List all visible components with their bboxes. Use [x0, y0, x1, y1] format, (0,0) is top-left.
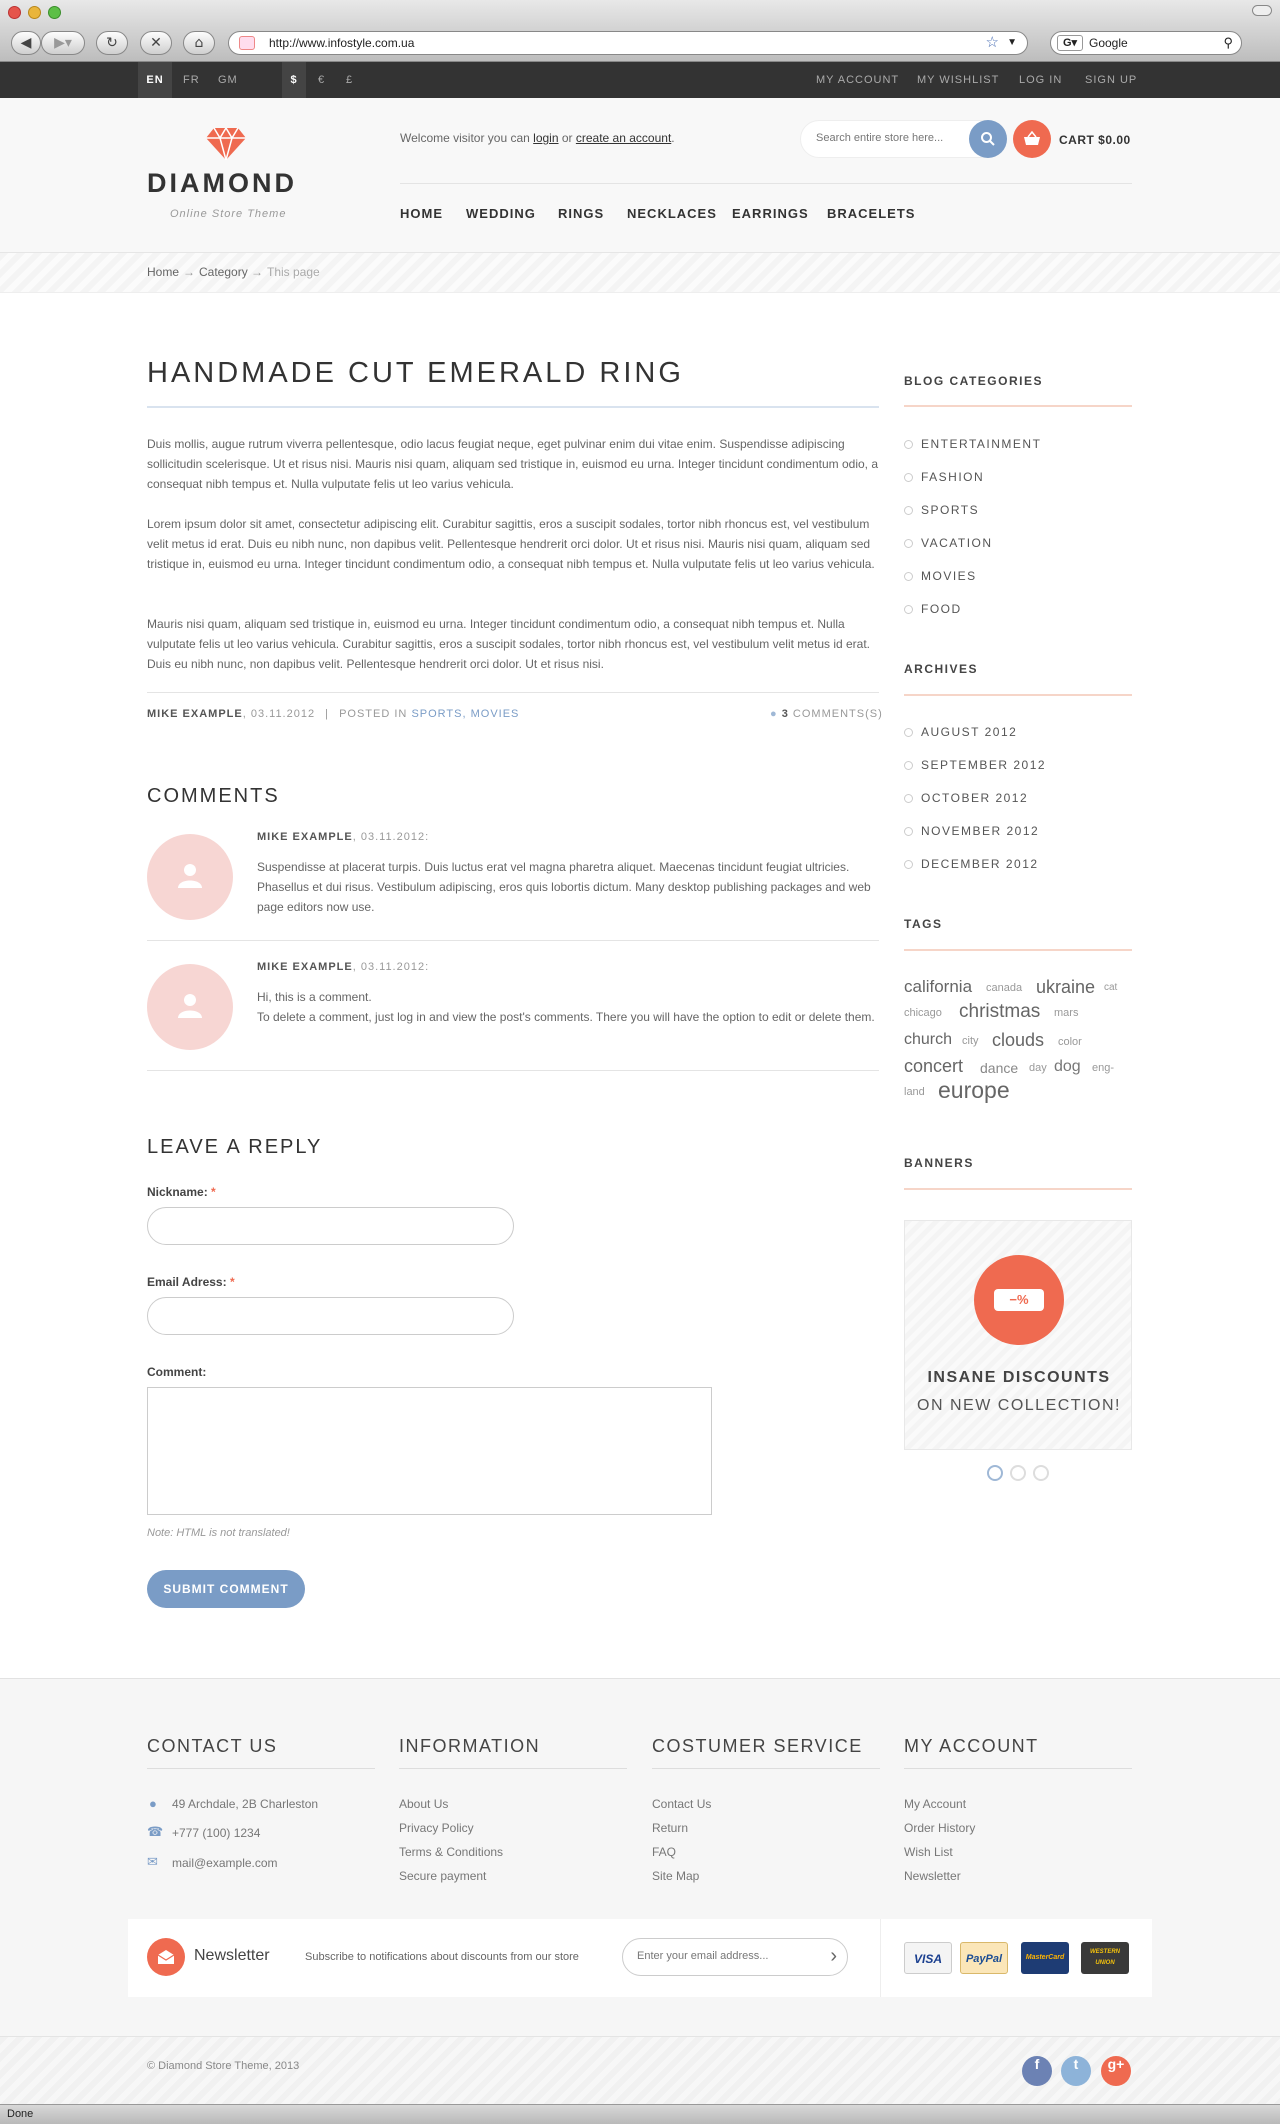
- category-fashion[interactable]: FASHION: [904, 470, 984, 484]
- map-pin-icon: ●: [149, 1796, 157, 1811]
- tag-link[interactable]: eng-: [1092, 1062, 1115, 1074]
- crumb-category[interactable]: Category: [199, 265, 248, 279]
- comments-title: COMMENTS: [147, 785, 280, 807]
- tag-link[interactable]: city: [962, 1035, 979, 1047]
- newsletter-placeholder: Enter your email address...: [637, 1950, 769, 1962]
- speech-bubble-icon: ●: [770, 708, 778, 720]
- mail-icon: ✉: [147, 1854, 158, 1869]
- footer-link[interactable]: Secure payment: [399, 1869, 487, 1883]
- tag-link[interactable]: color: [1058, 1036, 1082, 1048]
- post-meta-divider: [147, 692, 879, 693]
- comment-divider: [147, 940, 879, 941]
- carousel-dot[interactable]: [1033, 1465, 1049, 1481]
- comments-count-label: COMMENTS(S): [792, 708, 883, 720]
- tag-link[interactable]: christmas: [959, 1001, 1041, 1022]
- post-date: , 03.11.2012: [242, 708, 316, 720]
- sidebar-divider: [904, 1188, 1132, 1190]
- cart-button[interactable]: [1013, 120, 1051, 158]
- crumb-arrow-icon: →: [183, 265, 195, 279]
- posted-in-label: POSTED IN: [339, 708, 408, 720]
- toolbar-toggle-icon[interactable]: [1252, 5, 1272, 16]
- footer-divider: [399, 1768, 627, 1769]
- browser-toolbar: [0, 0, 1280, 62]
- reload-button[interactable]: ↻: [96, 31, 128, 55]
- tag-link[interactable]: canada: [986, 982, 1023, 994]
- comment-meta: [257, 961, 429, 973]
- footer-divider: [904, 1768, 1132, 1769]
- minimize-window-icon[interactable]: [28, 6, 41, 19]
- welcome-text: Welcome visitor you can: [400, 131, 534, 145]
- archive-item[interactable]: DECEMBER 2012: [904, 857, 1039, 871]
- nickname-field[interactable]: [147, 1207, 514, 1245]
- search-icon: [980, 131, 996, 147]
- footer-link[interactable]: Order History: [904, 1821, 976, 1835]
- cart-basket-icon: [1023, 131, 1041, 147]
- archive-item[interactable]: AUGUST 2012: [904, 725, 1017, 739]
- comment-text: Hi, this is a comment.: [257, 990, 372, 1004]
- comment-textarea[interactable]: [147, 1387, 712, 1515]
- category-entertainment[interactable]: ENTERTAINMENT: [904, 437, 1041, 451]
- sidebar-divider: [904, 405, 1132, 407]
- discount-badge: [974, 1255, 1064, 1345]
- currency-gbp[interactable]: £: [346, 74, 354, 86]
- site-header: [0, 98, 1280, 253]
- tag-link[interactable]: ukraine: [1036, 977, 1096, 997]
- search-placeholder: Search entire store here...: [816, 132, 944, 144]
- meta-separator: |: [325, 708, 330, 720]
- footer-link[interactable]: Contact Us: [652, 1797, 712, 1811]
- phone-icon: ☎: [147, 1824, 164, 1839]
- customer-service-title: COSTUMER SERVICE: [652, 1736, 863, 1756]
- archive-item[interactable]: NOVEMBER 2012: [904, 824, 1039, 838]
- top-bar: [0, 62, 1280, 98]
- favicon-icon: [239, 36, 255, 50]
- contact-title: CONTACT US: [147, 1736, 278, 1756]
- tag-link[interactable]: day: [1029, 1062, 1047, 1074]
- comments-count-link[interactable]: [770, 708, 883, 720]
- crumb-arrow-icon: →: [251, 265, 263, 279]
- footer-link[interactable]: Wish List: [904, 1845, 953, 1859]
- comment-divider: [147, 1070, 879, 1071]
- tag-link[interactable]: mars: [1054, 1007, 1079, 1019]
- post-author[interactable]: MIKE EXAMPLE: [147, 708, 243, 720]
- tag-link[interactable]: europe: [938, 1077, 1010, 1103]
- footer-link[interactable]: Privacy Policy: [399, 1821, 474, 1835]
- post-meta: [147, 708, 519, 720]
- footer-link[interactable]: FAQ: [652, 1845, 677, 1859]
- comment-date: , 03.11.2012:: [352, 831, 430, 843]
- footer-link[interactable]: Newsletter: [904, 1869, 961, 1883]
- close-window-icon[interactable]: [8, 6, 21, 19]
- category-movies[interactable]: MOVIES: [904, 569, 977, 583]
- tag-link[interactable]: dog: [1054, 1058, 1081, 1075]
- email-label: [147, 1275, 235, 1289]
- tag-link[interactable]: california: [904, 977, 973, 996]
- tag-link[interactable]: clouds: [992, 1030, 1045, 1050]
- search-engine-name: Google: [1089, 36, 1128, 50]
- discount-banner[interactable]: [904, 1220, 1132, 1450]
- url-text: http://www.infostyle.com.ua: [269, 36, 415, 50]
- newsletter-divider: [880, 1919, 881, 1997]
- lang-fr[interactable]: FR: [183, 74, 200, 86]
- footer-divider: [147, 1768, 375, 1769]
- search-engine-icon[interactable]: G▾: [1057, 35, 1083, 51]
- avatar: [147, 964, 233, 1050]
- tags-title: TAGS: [904, 917, 943, 931]
- google-plus-icon[interactable]: g+: [1101, 2056, 1131, 2086]
- footer-link[interactable]: Site Map: [652, 1869, 700, 1883]
- my-account-title: MY ACCOUNT: [904, 1736, 1039, 1756]
- nav-home[interactable]: HOME: [400, 206, 443, 221]
- status-text: Done: [7, 2108, 34, 2120]
- tag-link[interactable]: cat: [1104, 982, 1118, 993]
- nickname-label: [147, 1185, 216, 1199]
- contact-address: 49 Archdale, 2B Charleston: [172, 1797, 319, 1811]
- cart-total[interactable]: CART $0.00: [1059, 133, 1131, 147]
- my-account-link[interactable]: MY ACCOUNT: [816, 74, 900, 86]
- blog-categories-title: BLOG CATEGORIES: [904, 374, 1043, 388]
- forward-button[interactable]: ▶▾: [41, 31, 85, 55]
- comment-author[interactable]: MIKE EXAMPLE: [257, 831, 353, 843]
- banner-subline: ON NEW COLLECTION!: [917, 1397, 1121, 1414]
- paypal-card-icon: PayPal: [960, 1942, 1008, 1974]
- copyright: © Diamond Store Theme, 2013: [147, 2060, 300, 2072]
- logo-text[interactable]: DIAMOND: [147, 168, 297, 198]
- contact-phone: +777 (100) 1234: [172, 1826, 261, 1840]
- post-paragraph-3: Mauris nisi quam, aliquam sed tristique in, euismod eu urna. Integer tincidunt condimentum odio, a consequat nibh tempus et. Nulla vulputate felis ut leo varius vehicula. Curabitur sagittis, eros a suscipit sodales, tortor nibh rhoncus est, vel vestibulum velit metus id erat. Duis eu nibh nunc, non dapibus velit. Pellentesque hendrerit orci dolor. Ut et risus nisi.: [147, 617, 871, 671]
- discount-ticket-icon: −%: [994, 1289, 1044, 1311]
- tag-link[interactable]: church: [904, 1031, 953, 1048]
- site-footer: [0, 1678, 1280, 2104]
- required-marker: *: [229, 1275, 235, 1289]
- email-label-text: Email Adress:: [147, 1275, 227, 1289]
- signup-link[interactable]: SIGN UP: [1085, 74, 1138, 86]
- comment-label: Comment:: [147, 1365, 207, 1379]
- contact-email[interactable]: mail@example.com: [172, 1856, 278, 1870]
- category-food[interactable]: FOOD: [904, 602, 962, 616]
- visa-card-icon: VISA: [904, 1942, 952, 1974]
- header-divider: [400, 183, 1132, 184]
- newsletter-email-input[interactable]: [622, 1938, 848, 1976]
- post-title: HANDMADE CUT EMERALD RING: [147, 357, 684, 389]
- newsletter-submit-arrow-icon[interactable]: ›: [830, 1945, 837, 1967]
- footer-divider: [652, 1768, 880, 1769]
- archive-item[interactable]: OCTOBER 2012: [904, 791, 1028, 805]
- footer-link[interactable]: My Account: [904, 1797, 967, 1811]
- create-account-link[interactable]: create an account: [575, 131, 672, 145]
- html-note: Note: HTML is not translated!: [147, 1527, 290, 1539]
- address-bar[interactable]: [228, 31, 1028, 55]
- sidebar-divider: [904, 694, 1132, 696]
- category-sports-link[interactable]: SPORTS: [411, 708, 463, 720]
- nav-necklaces[interactable]: NECKLACES: [627, 206, 717, 221]
- currency-eur[interactable]: €: [318, 74, 326, 86]
- comment-author[interactable]: MIKE EXAMPLE: [257, 961, 353, 973]
- category-sports[interactable]: SPORTS: [904, 503, 979, 517]
- post-paragraph-1: Duis mollis, augue rutrum viverra pellentesque, odio lacus feugiat neque, eget pulvinar enim dui vitae enim. Suspendisse adipiscing sollicitudin scelerisque. Ut et risus nisi. Mauris nisi quam, aliquam sed tristique in, euismod eu urna. Integer tincidunt condimentum odio, a consequat nibh tempus et. Nulla vulputate felis ut leo varius vehicula.: [147, 437, 879, 491]
- browser-search-field[interactable]: [1050, 31, 1242, 55]
- header-login-link[interactable]: login: [533, 131, 559, 145]
- mastercard-card-icon: MasterCard: [1021, 1942, 1069, 1974]
- nav-earrings[interactable]: EARRINGS: [732, 206, 809, 221]
- home-button[interactable]: ⌂: [183, 31, 215, 55]
- my-wishlist-link[interactable]: MY WISHLIST: [917, 74, 1000, 86]
- nav-rings[interactable]: RINGS: [558, 206, 605, 221]
- footer-link[interactable]: About Us: [399, 1797, 449, 1811]
- welcome-or: or: [558, 131, 576, 145]
- post-paragraph-2: Lorem ipsum dolor sit amet, consectetur adipiscing elit. Curabitur sagittis, eros a suscipit sodales, tortor nibh rhoncus est, vel vestibulum velit metus id erat. Duis eu nibh nunc, non dapibus velit. Pellentesque hendrerit orci dolor. Ut et risus nisi. Mauris nisi quam, aliquam sed tristique in, euismod eu urna. Integer tincidunt condimentum odio, a consequat nibh tempus et. Nulla vulputate felis ut leo varius vehicula.: [147, 517, 875, 571]
- nickname-label-text: Nickname:: [147, 1185, 208, 1199]
- welcome-message: [400, 131, 675, 145]
- stop-button[interactable]: ✕: [140, 31, 172, 55]
- email-field[interactable]: [147, 1297, 514, 1335]
- newsletter-title: Newsletter: [194, 1947, 270, 1964]
- currency-usd[interactable]: $: [282, 62, 306, 98]
- comments-count: 3: [781, 708, 789, 720]
- category-vacation[interactable]: VACATION: [904, 536, 993, 550]
- newsletter-description: Subscribe to notifications about discounts from our store: [305, 1951, 579, 1963]
- avatar: [147, 834, 233, 920]
- diamond-logo-icon[interactable]: [206, 128, 246, 160]
- comment-text: To delete a comment, just log in and view the post's comments. There you will have the option to edit or delete them.: [257, 1010, 875, 1024]
- welcome-period: .: [671, 131, 675, 145]
- facebook-icon[interactable]: f: [1022, 2056, 1052, 2086]
- crumb-current: This page: [267, 265, 320, 279]
- archive-item[interactable]: SEPTEMBER 2012: [904, 758, 1046, 772]
- western-union-card-icon: WESTERN UNION: [1081, 1942, 1129, 1974]
- archives-title: ARCHIVES: [904, 662, 979, 676]
- lang-gm[interactable]: GM: [218, 74, 238, 86]
- tag-link[interactable]: concert: [904, 1056, 964, 1076]
- information-title: INFORMATION: [399, 1736, 541, 1756]
- banner-headline: INSANE DISCOUNTS: [927, 1369, 1111, 1386]
- sidebar-divider: [904, 949, 1132, 951]
- footer-link[interactable]: Return: [652, 1821, 689, 1835]
- browser-search-icon[interactable]: ⚲: [1223, 35, 1233, 50]
- footer-link[interactable]: Terms & Conditions: [399, 1845, 504, 1859]
- back-button[interactable]: ◀: [11, 31, 41, 55]
- category-comma: ,: [462, 708, 467, 720]
- category-movies-link[interactable]: MOVIES: [470, 708, 520, 720]
- browser-status-bar: [0, 2104, 1280, 2124]
- banners-title: BANNERS: [904, 1156, 974, 1170]
- search-button[interactable]: [969, 120, 1007, 158]
- twitter-icon[interactable]: t: [1061, 2056, 1091, 2086]
- logo-tagline: Online Store Theme: [170, 208, 287, 220]
- nav-wedding[interactable]: WEDDING: [466, 206, 536, 221]
- bookmark-star-icon[interactable]: ☆: [985, 34, 999, 51]
- submit-comment-button[interactable]: SUBMIT COMMENT: [147, 1570, 305, 1608]
- crumb-home[interactable]: Home: [147, 265, 180, 279]
- login-link[interactable]: LOG IN: [1019, 74, 1063, 86]
- nav-bracelets[interactable]: BRACELETS: [827, 206, 916, 221]
- breadcrumb: [0, 253, 1280, 293]
- comment-text: Suspendisse at placerat turpis. Duis luctus erat vel magna pharetra aliquet. Maecenas tincidunt feugiat ultricies. Phasellus et dui risus. Vestibulum adipiscing, eros quis lobortis dictum. Many desktop publishing packages and web page editors now use.: [257, 860, 871, 914]
- carousel-dot[interactable]: [1010, 1465, 1026, 1481]
- comment-meta: [257, 831, 429, 843]
- title-underline: [147, 406, 879, 408]
- tag-link[interactable]: chicago: [904, 1007, 942, 1019]
- user-silhouette-icon: [177, 992, 203, 1018]
- newsletter-envelope-icon: [147, 1938, 185, 1976]
- url-dropdown-icon[interactable]: ▼: [1007, 37, 1017, 48]
- lang-en[interactable]: EN: [138, 62, 172, 98]
- tag-link[interactable]: land: [904, 1086, 925, 1098]
- carousel-dot-active[interactable]: [987, 1465, 1003, 1481]
- comment-date: , 03.11.2012:: [352, 961, 430, 973]
- user-silhouette-icon: [177, 862, 203, 888]
- reply-title: LEAVE A REPLY: [147, 1136, 323, 1158]
- tag-link[interactable]: dance: [980, 1060, 1019, 1076]
- required-marker: *: [211, 1185, 216, 1199]
- maximize-window-icon[interactable]: [48, 6, 61, 19]
